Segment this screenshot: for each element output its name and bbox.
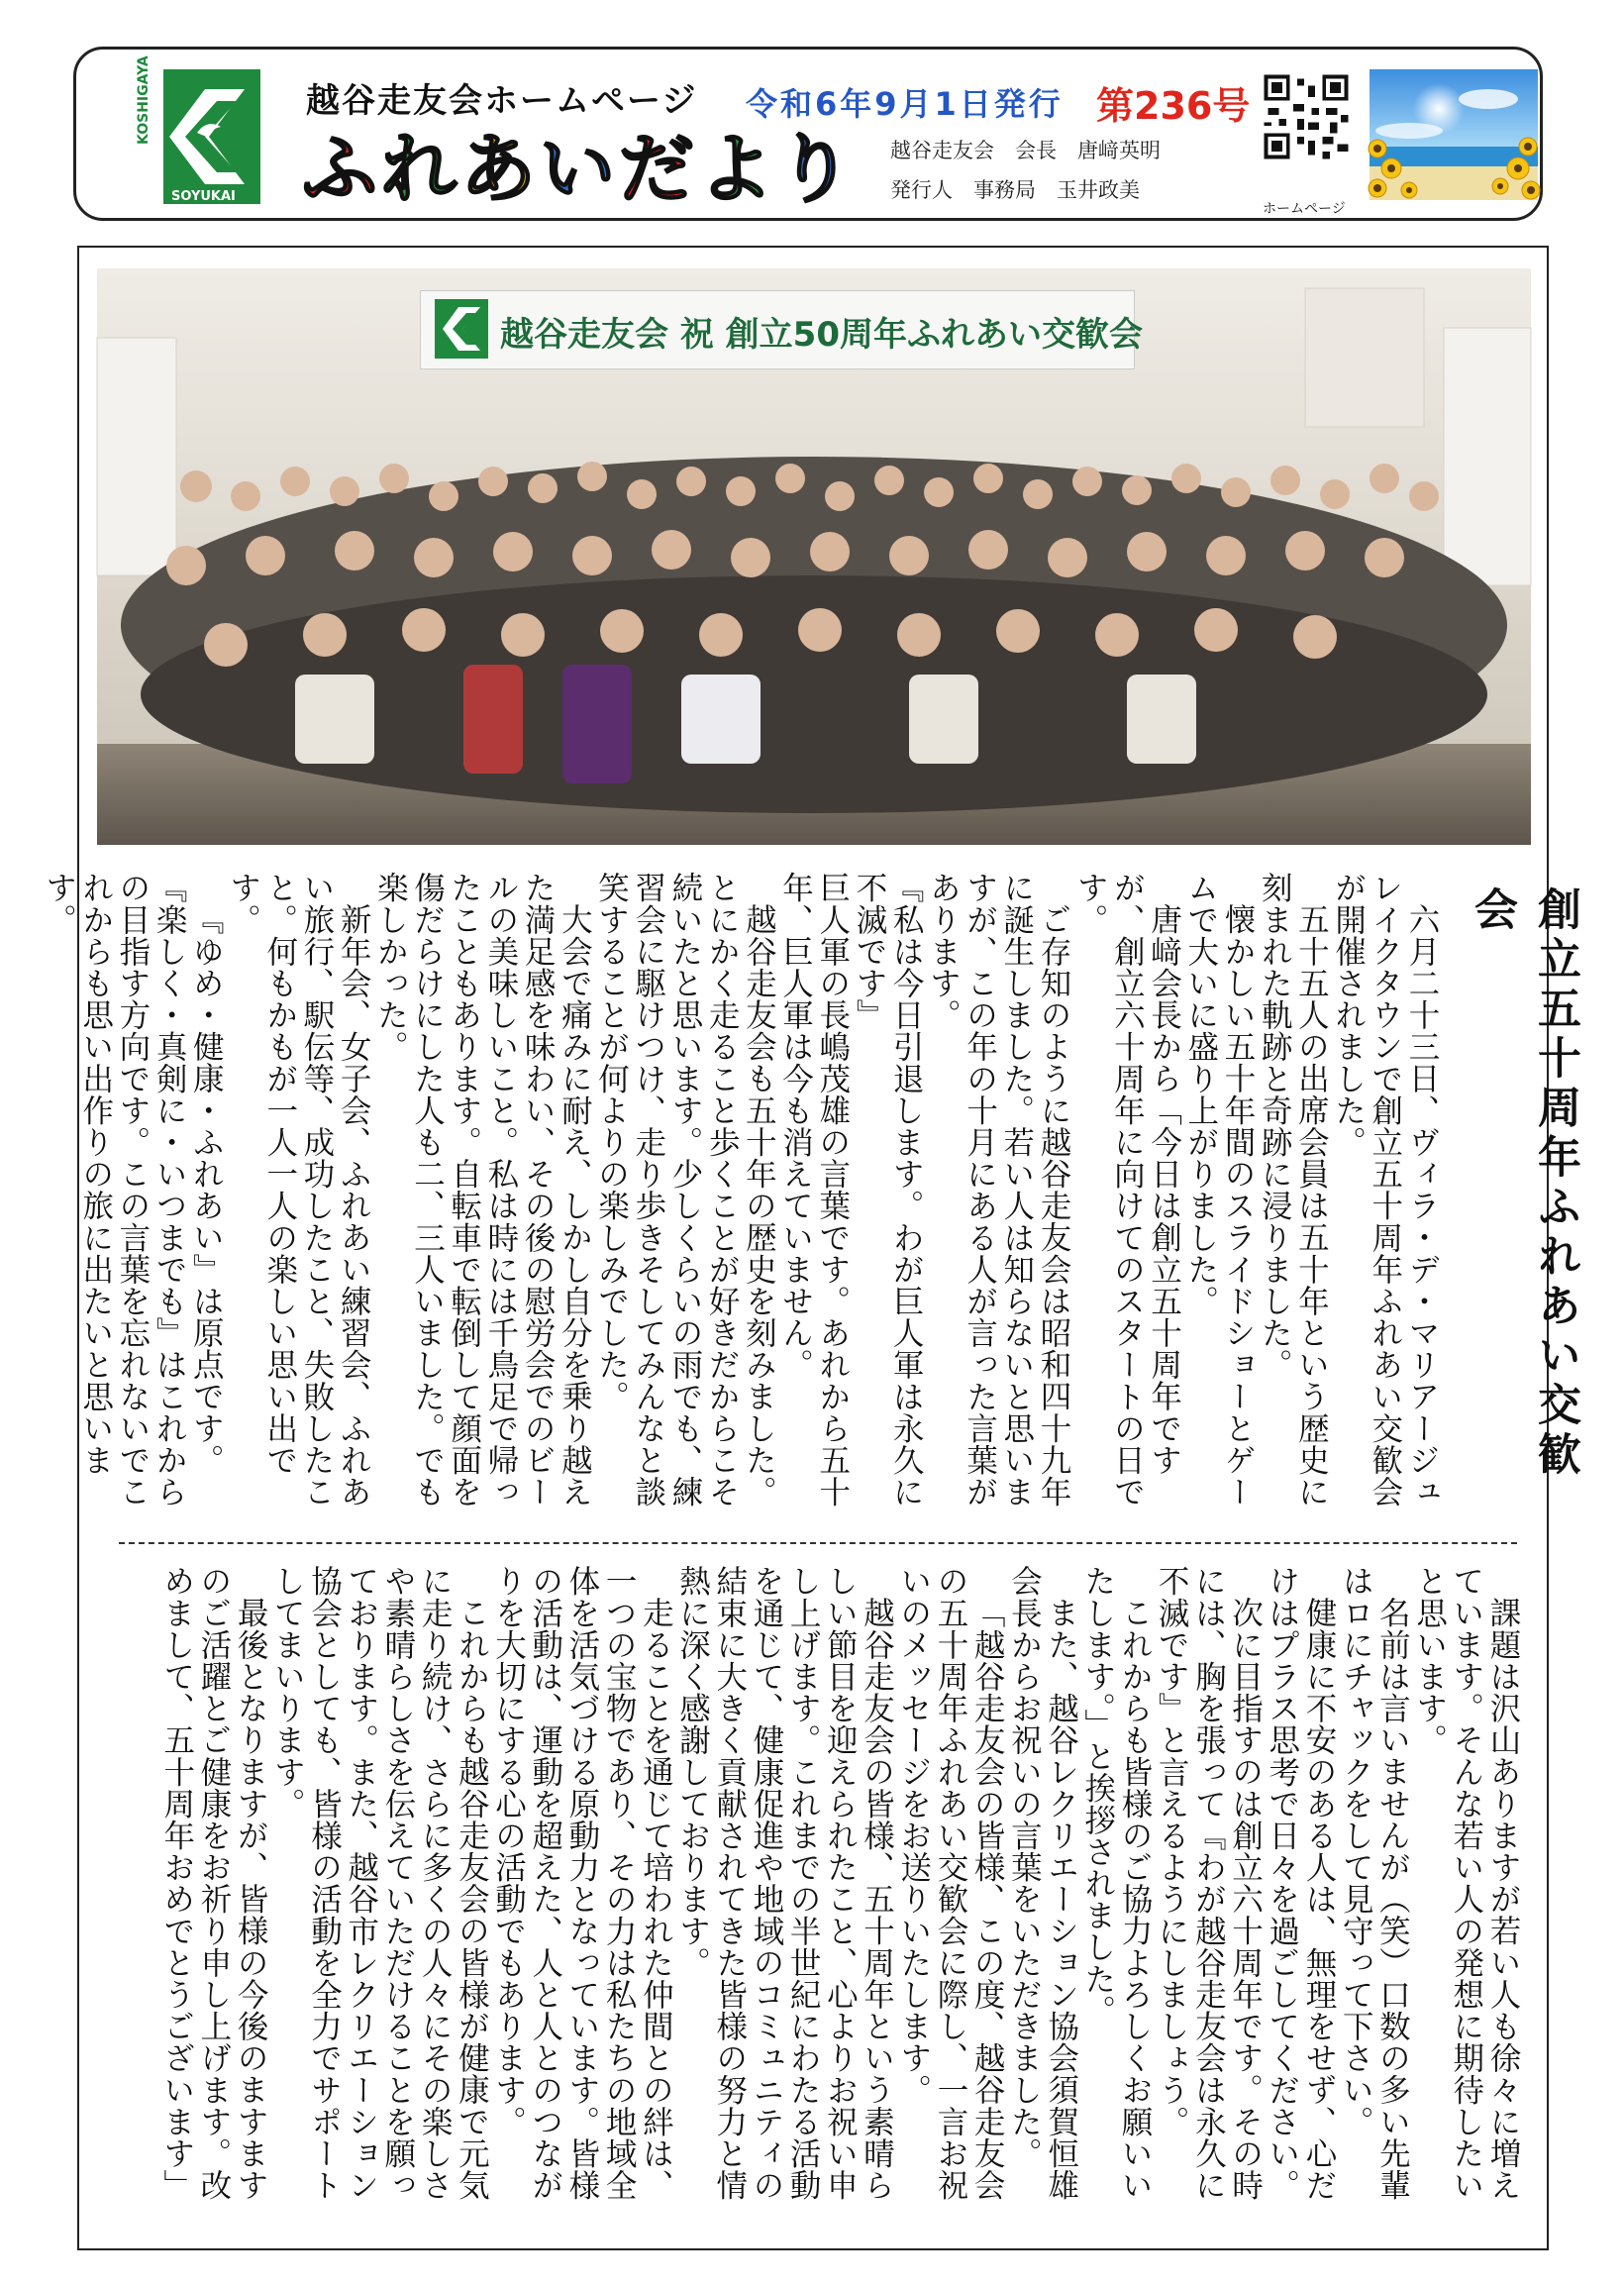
title-char: あ <box>460 125 540 213</box>
issue-number: 第236号 <box>1096 84 1251 128</box>
title-char: い <box>540 125 619 213</box>
paragraph: 五十五人の出席会員は五十年という歴史に刻まれた軌跡と奇跡に浸りました。 <box>1257 872 1330 1508</box>
header-meta <box>890 131 1161 210</box>
paragraph: 『私は今日引退します。わが巨人軍は永久に不滅です』 <box>851 872 925 1508</box>
summer-sunflower-image <box>1370 69 1538 200</box>
paragraph: これからも皆様のご協力よろしくお願いいたします。」と挨拶されました。 <box>1079 1565 1153 2201</box>
issue-date: 令和6年9月1日発行 <box>746 85 1064 123</box>
main-content-frame <box>41 246 1580 2250</box>
title-char: り <box>777 125 857 213</box>
newsletter-title <box>302 125 857 214</box>
president-line: 越谷走友会 会長 唐﨑英明 <box>890 139 1161 162</box>
paragraph: 懐かしい五十年間のスライドショーとゲームで大いに盛り上がりました。 <box>1182 872 1256 1508</box>
paragraph: 名前は言いませんが（笑）口数の多い先輩はロにチャックをして見守って下さい。 <box>1338 1565 1411 2201</box>
paragraph: 最後となりますが、皆様の今後のますますのご活躍とご健康をお祈り申し上げます。改めまして、五十周年おめでとうございます」 <box>158 1565 269 2201</box>
paragraph: 新年会、女子会、ふれあい練習会、ふれあい旅行、駅伝等、成功したこと、失敗したこと。何もかもが一人一人の楽しい思い出です。 <box>225 872 372 1508</box>
paragraph: 次に目指すのは創立六十周年です。その時には、胸を張って『わが越谷走友会は永久に不滅です』と言えるようにしましょう。 <box>1154 1565 1264 2201</box>
title-char: よ <box>698 125 777 213</box>
paragraph: 大会で痛みに耐え、しかし自分を乗り越えた満足感を味わい、その後の慰労会でのビールの美味しいこと。私は時には千鳥足で帰ったこともあります。自転車で転倒して顔面を傷だらけにした人も二、三人いました。でも楽しかった。 <box>372 872 593 1508</box>
paragraph: 唐﨑会長から「今日は創立五十周年ですが、創立六十周年に向けてのスタートの日です。 <box>1072 872 1182 1508</box>
paragraph: これからも越谷走友会の皆様が健康で元気に走り続け、さらに多くの人々にその楽しさや素晴らしさを伝えていただけることを願っております。また、越谷市レクリエーション協会としても、皆様の活動を全力でサポートしてまいります。 <box>269 1565 490 2201</box>
paragraph: 走ることを通じて培われた仲間との絆は、一つの宝物であり、その力は私たちの地域全体を活気づける原動力となっています。皆様の活動は、運動を超えた、人と人とのつながりを大切にする心の活動でもあります。 <box>490 1565 674 2201</box>
article-body-upper <box>41 872 1440 1520</box>
club-logo <box>136 55 264 206</box>
newsletter-header <box>73 47 1543 221</box>
article-title: 創立五十周年ふれあい交歓会 <box>1467 886 1580 1481</box>
group-photo <box>97 268 1531 845</box>
site-title: 越谷走友会ホームページ <box>306 81 698 121</box>
logo-text-bottom: SOYUKAI <box>171 189 236 204</box>
qr-caption: ホームページ <box>1263 201 1346 217</box>
paragraph: 『ゆめ・健康・ふれあい』は原点です。『楽しく・真剣に・いつまでも』はこれからの目指す方向です。この言葉を忘れないでこれからも思い出作りの旅に出たいと思います。 <box>41 872 225 1508</box>
banner-text: 越谷走友会 祝 創立50周年ふれあい交歓会 <box>500 315 1143 355</box>
paragraph: また、越谷レクリエーション協会須賀恒雄会長からお祝いの言葉をいただきました。 <box>1006 1565 1079 2201</box>
title-char: だ <box>619 125 698 213</box>
paragraph: 健康に不安のある人は、無理をせず、心だけはプラス思考で日々を過ごしてください。 <box>1264 1565 1337 2201</box>
paragraph: ご存知のように越谷走友会は昭和四十九年に誕生しました。若い人は知らないと思いますが、この年の十月にある人が言った言葉があります。 <box>925 872 1071 1508</box>
banner-logo-icon <box>435 299 488 359</box>
paragraph: 六月二十三日、ヴィラ・デ・マリアージュレイクタウンで創立五十周年ふれあい交歓会が開催されました。 <box>1330 872 1440 1508</box>
paragraph: 課題は沢山ありますが若い人も徐々に増えています。そんな若い人の発想に期待したいと思います。 <box>1411 1565 1521 2201</box>
photo-banner <box>420 290 1143 369</box>
paragraph: 「越谷走友会の皆様、この度、越谷走友会の五十周年ふれあい交歓会に際し、一言お祝いのメッセージをお送りいたします。 <box>895 1565 1006 2201</box>
paragraph: 巨人軍の長嶋茂雄の言葉です。あれから五十年、巨人軍は今も消えていません。 <box>777 872 851 1508</box>
section-divider <box>119 1542 1517 1544</box>
title-char: れ <box>381 125 460 213</box>
title-char: ふ <box>302 125 381 213</box>
article-body-lower <box>135 1565 1521 2214</box>
logo-text-top: KOSHIGAYA <box>136 55 152 145</box>
qr-code-icon[interactable] <box>1261 71 1352 162</box>
publisher-line: 発行人 事務局 玉井政美 <box>890 178 1140 202</box>
paragraph: 越谷走友会の皆様、五十周年という素晴らしい節目を迎えられたこと、心よりお祝い申し上げます。これまでの半世紀にわたる活動を通じて、健康促進や地域のコミュニティの結束に大きく貢献されてきた皆様の努力と情熱に深く感謝しております。 <box>674 1565 895 2201</box>
paragraph: 越谷走友会も五十年の歴史を刻みました。とにかく走ること歩くことが好きだからこそ続いたと思います。少しくらいの雨でも、練習会に駆けつけ、走り歩きそしてみんなと談笑することが何よりの楽しみでした。 <box>593 872 777 1508</box>
